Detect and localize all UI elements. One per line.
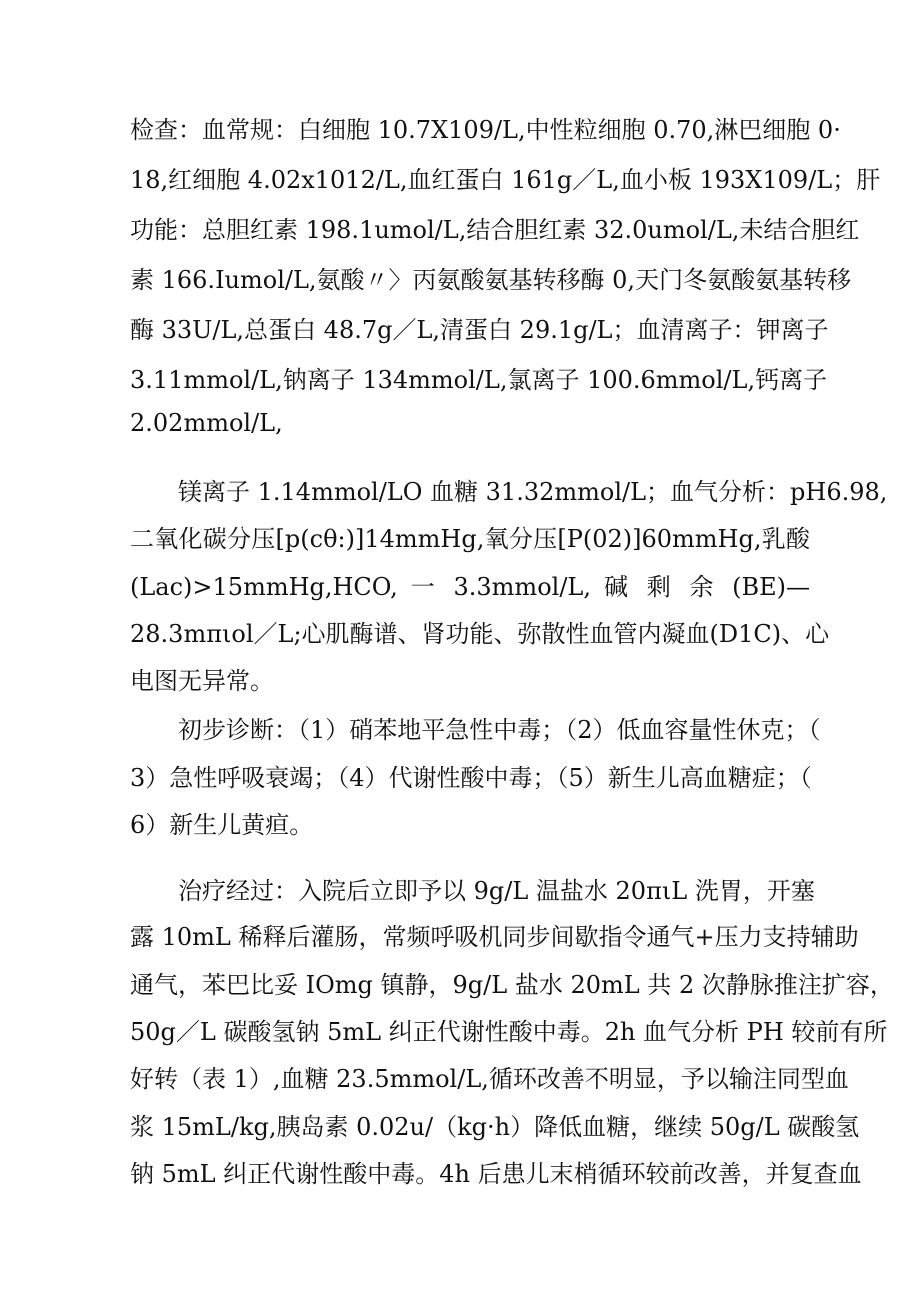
text-line: 28.3mπιol／L;心肌酶谱、肾功能、弥散性血管内凝血(D1C)、心 — [130, 620, 830, 648]
text-line: 50g／L 碳酸氢钠 5mL 纠正代谢性酸中毒。2h 血气分析 PH 较前有所 — [130, 1018, 888, 1046]
text-line: 通气，苯巴比妥 IOmg 镇静，9g/L 盐水 20mL 共 2 次静脉推注扩容， — [130, 971, 894, 999]
text-line: 治疗经过：入院后立即予以 9g/L 温盐水 20πιL 洗胃，开塞 — [178, 877, 815, 905]
text-line: 检查：血常规：白细胞 10.7X109/L,中性粒细胞 0.70,淋巴细胞 0· — [130, 116, 841, 144]
text-line: (Lac)>15mmHg,HCO, 一 3.3mmol/L, 碱 剩 余 (BE)— — [130, 573, 810, 601]
text-line: 浆 15mL/kg,胰岛素 0.02u/（kg·h）降低血糖，继续 50g/L 碳酸氢 — [130, 1113, 860, 1141]
text-line: 二氧化碳分压[p(cθ:)]14mmHg,氧分压[P(02)]60mmHg,乳酸 — [130, 525, 810, 553]
text-line: 酶 33U/L,总蛋白 48.7g／L,清蛋白 29.1g/L；血清离子：钾离子 — [130, 316, 829, 344]
text-line: 初步诊断：（1）硝苯地平急性中毒；（2）低血容量性休克；（ — [178, 716, 821, 744]
text-line: 素 166.Iumol/L,氨酸〃〉丙氨酸氨基转移酶 0,天门冬氨酸氨基转移 — [130, 266, 852, 294]
text-line: 露 10mL 稀释后灌肠，常频呼吸机同步间歇指令通气+压力支持辅助 — [130, 923, 859, 951]
text-line: 3）急性呼吸衰竭；（4）代谢性酸中毒；（5）新生儿高血糖症；（ — [130, 764, 812, 792]
text-line: 好转（表 1）,血糖 23.5mmol/L,循环改善不明显，予以输注同型血 — [130, 1065, 849, 1093]
text-line: 2.02mmol/L, — [130, 409, 283, 437]
text-line: 电图无异常。 — [130, 667, 274, 695]
text-line: 6）新生儿黄疸。 — [130, 811, 314, 839]
text-line: 3.11mmol/L,钠离子 134mmol/L,氯离子 100.6mmol/L,钙离子 — [130, 366, 828, 394]
text-line: 18,红细胞 4.02x1012/L,血红蛋白 161g／L,血小板 193X109/L；肝 — [130, 166, 881, 194]
text-line: 功能：总胆红素 198.1umol/L,结合胆红素 32.0umol/L,未结合胆红 — [130, 216, 860, 244]
text-line: 镁离子 1.14mmol/LO 血糖 31.32mmol/L；血气分析：pH6.98, — [178, 478, 888, 506]
text-line: 钠 5mL 纠正代谢性酸中毒。4h 后患儿末梢循环较前改善，并复查血 — [130, 1160, 862, 1188]
